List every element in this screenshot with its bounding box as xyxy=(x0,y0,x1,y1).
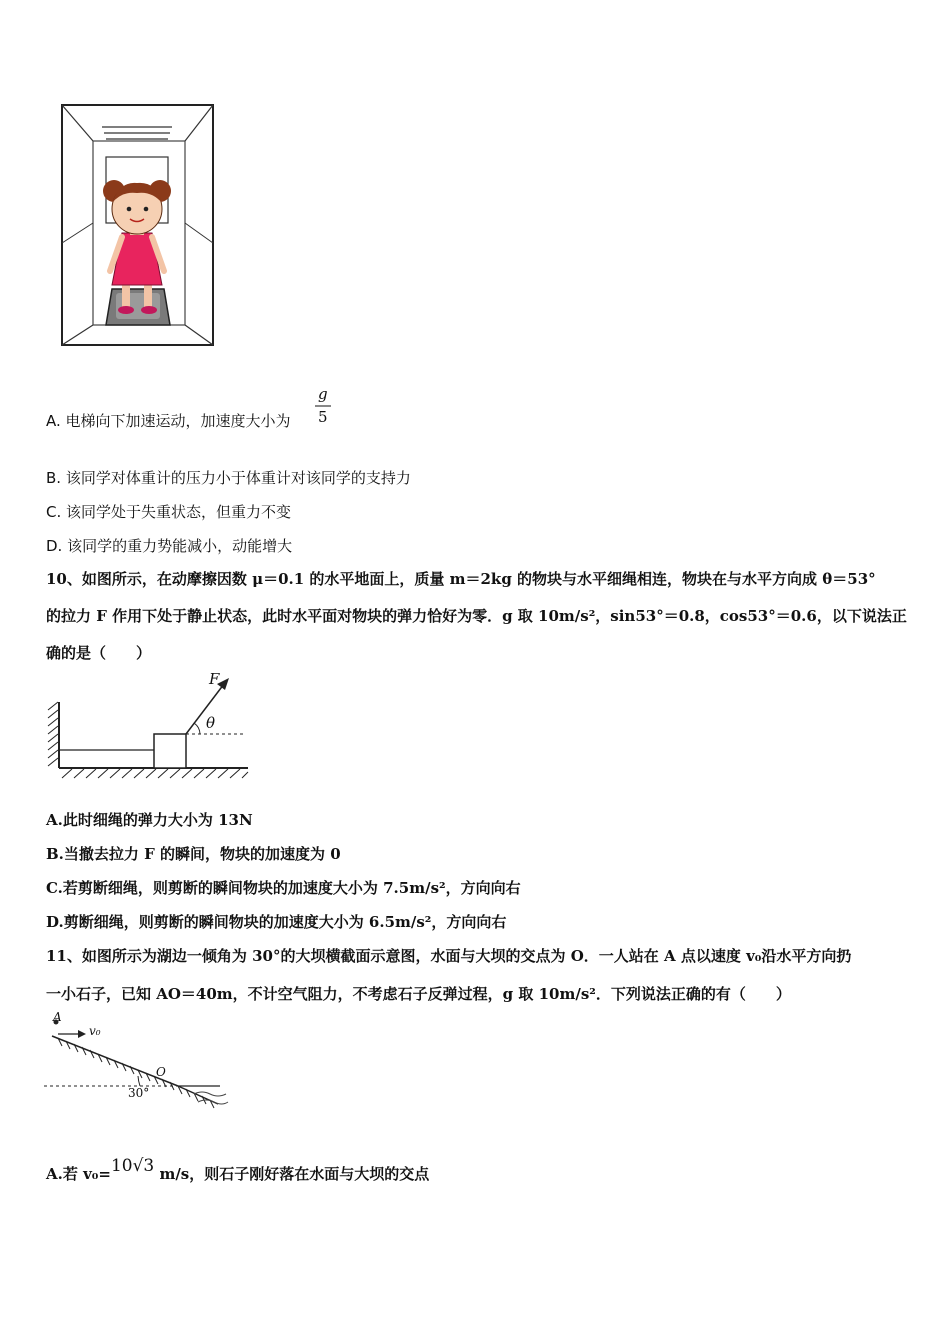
q10-option-c: C.若剪断细绳，则剪断的瞬间物块的加速度大小为 7.5m/s²，方向向右 xyxy=(46,879,521,897)
fig-label-F: F xyxy=(209,670,220,688)
fig-label-angle: 30° xyxy=(128,1086,150,1100)
q9-option-c: C. 该同学处于失重状态，但重力不变 xyxy=(46,503,292,521)
elevator-girl-figure xyxy=(60,103,216,349)
q9-option-a xyxy=(46,410,291,431)
q9-option-d: D. 该同学的重力势能减小，动能增大 xyxy=(46,537,293,555)
q9-option-b: B. 该同学对体重计的压力小于体重计对该同学的支持力 xyxy=(46,469,411,487)
block-rope-figure xyxy=(44,670,254,782)
fig-label-theta: θ xyxy=(206,714,216,732)
q11-stem-line2: 一小石子，已知 AO＝40m，不计空气阻力，不考虑石子反弹过程，g 取 10m/s²．下列说法正确的有（ ） xyxy=(46,985,791,1003)
q10-stem-line3: 确的是（ ） xyxy=(46,644,152,662)
q11-option-a-suffix: m/s，则石子刚好落在水面与大坝的交点 xyxy=(154,1165,430,1183)
q10-option-b: B.当撤去拉力 F 的瞬间，物块的加速度为 0 xyxy=(46,845,341,863)
q11-stem-line1: 11、如图所示为湖边一倾角为 30°的大坝横截面示意图，水面与大坝的交点为 O．一人站在 A 点以速度 v₀沿水平方向扔 xyxy=(46,947,852,965)
q10-option-a: A.此时细绳的弹力大小为 13N xyxy=(46,811,253,829)
fig-label-A: A xyxy=(53,1010,62,1024)
fraction-bar xyxy=(315,405,331,407)
fig-label-O: O xyxy=(156,1065,166,1079)
q9-option-a-frac-den: 5 xyxy=(318,408,328,426)
q11-option-a-value: 10√3 xyxy=(110,1156,155,1176)
dam-figure xyxy=(44,1014,230,1118)
q11-option-a xyxy=(46,1156,430,1184)
q11-option-a-prefix: A.若 v₀= xyxy=(46,1165,111,1183)
q10-stem-line2: 的拉力 F 作用下处于静止状态，此时水平面对物块的弹力恰好为零．g 取 10m/s²，sin53°＝0.8，cos53°＝0.6，以下说法正 xyxy=(46,607,907,625)
q9-option-a-text: A. 电梯向下加速运动，加速度大小为 xyxy=(46,412,291,430)
q9-option-a-frac-num: g xyxy=(318,385,328,403)
q10-option-d: D.剪断细绳，则剪断的瞬间物块的加速度大小为 6.5m/s²，方向向右 xyxy=(46,913,507,931)
q10-stem-line1: 10、如图所示，在动摩擦因数 μ＝0.1 的水平地面上，质量 m＝2kg 的物块与水平细绳相连，物块在与水平方向成 θ＝53° xyxy=(46,570,876,588)
fig-label-v0: v₀ xyxy=(89,1024,101,1038)
